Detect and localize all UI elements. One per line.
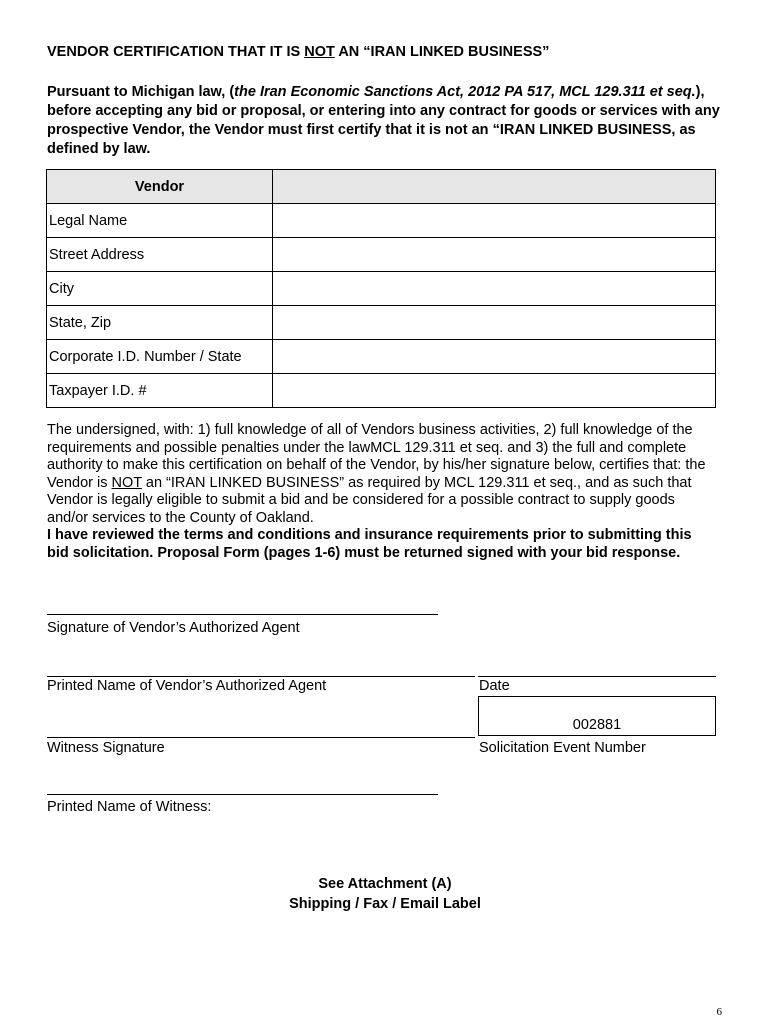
certification-not-emphasis: NOT — [111, 474, 142, 491]
legal-name-field[interactable] — [273, 204, 716, 238]
shipping-label-reference: Shipping / Fax / Email Label — [289, 896, 481, 912]
witness-printed-name-label: Printed Name of Witness: — [47, 799, 212, 815]
state-zip-field[interactable] — [273, 306, 716, 340]
title-not-emphasis: NOT — [304, 44, 335, 60]
solicitation-event-label: Solicitation Event Number — [479, 740, 646, 756]
vendor-signature-label: Signature of Vendor’s Authorized Agent — [47, 620, 300, 636]
certification-bold-statement: I have reviewed the terms and conditions and insurance requirements prior to submitting this bid solicitation. Proposal Form (pages 1-6) must be returned signed with your bid response. — [47, 527, 692, 561]
witness-signature-line[interactable] — [47, 737, 475, 738]
street-address-label: Street Address — [47, 238, 273, 272]
taxpayer-id-field[interactable] — [273, 374, 716, 408]
table-row — [47, 204, 716, 238]
street-address-field[interactable] — [273, 238, 716, 272]
intro-citation: the Iran Economic Sanctions Act, 2012 PA 517, MCL 129.311 et seq. — [234, 84, 696, 100]
attachment-reference: See Attachment (A) — [318, 876, 452, 892]
vendor-info-table — [46, 169, 716, 408]
printed-name-label: Printed Name of Vendor’s Authorized Agent — [47, 678, 327, 694]
solicitation-event-number: 002881 — [572, 717, 622, 733]
table-row — [47, 272, 716, 306]
table-row — [47, 374, 716, 408]
table-row — [47, 238, 716, 272]
vendor-signature-line[interactable] — [47, 614, 438, 615]
city-field[interactable] — [273, 272, 716, 306]
page-title: VENDOR CERTIFICATION THAT IT IS NOT AN “IRAN LINKED BUSINESS” — [47, 44, 550, 60]
intro-paragraph: Pursuant to Michigan law, (the Iran Economic Sanctions Act, 2012 PA 517, MCL 129.311 et seq.), before accepting any bid or proposal, or entering into any contract for goods or services with any prospective Vendor, the Vendor must first certify that it is not an “IRAN LINKED BUSINESS, as defined by law. — [47, 84, 720, 157]
witness-signature-label: Witness Signature — [47, 740, 165, 756]
city-label: City — [47, 272, 273, 306]
legal-name-label: Legal Name — [47, 204, 273, 238]
page-number: 6 — [716, 1006, 722, 1018]
vendor-table-header-row — [47, 170, 716, 204]
certification-paragraph: The undersigned, with: 1) full knowledge of all of Vendors business activities, 2) full knowledge of the requirements and possible penalties under the lawMCL 129.311 et seq. and 3) the full and complete authority to make this certification on behalf of the Vendor, by his/her signature below, certifies that: the Vendor is NOT an “IRAN LINKED BUSINESS” as required by MCL 129.311 et seq., and as such that Vendor is legally eligible to submit a bid and be considered for a possible contract to supply goods and/or services to the County of Oakland. I have reviewed the terms and conditions and insurance requirements prior to submitting this bid solicitation. Proposal Form (pages 1-6) must be returned signed with your bid response. — [47, 422, 706, 561]
vendor-header-value-cell — [273, 170, 716, 204]
table-row — [47, 306, 716, 340]
state-zip-label: State, Zip — [47, 306, 273, 340]
date-label: Date — [479, 678, 510, 694]
witness-printed-name-line[interactable] — [47, 794, 438, 795]
corporate-id-label: Corporate I.D. Number / State — [47, 340, 273, 374]
taxpayer-id-label: Taxpayer I.D. # — [47, 374, 273, 408]
solicitation-event-number-box — [478, 696, 716, 736]
date-line[interactable] — [478, 676, 716, 677]
table-row — [47, 340, 716, 374]
printed-name-line[interactable] — [47, 676, 475, 677]
corporate-id-field[interactable] — [273, 340, 716, 374]
vendor-header-cell: Vendor — [47, 170, 273, 204]
